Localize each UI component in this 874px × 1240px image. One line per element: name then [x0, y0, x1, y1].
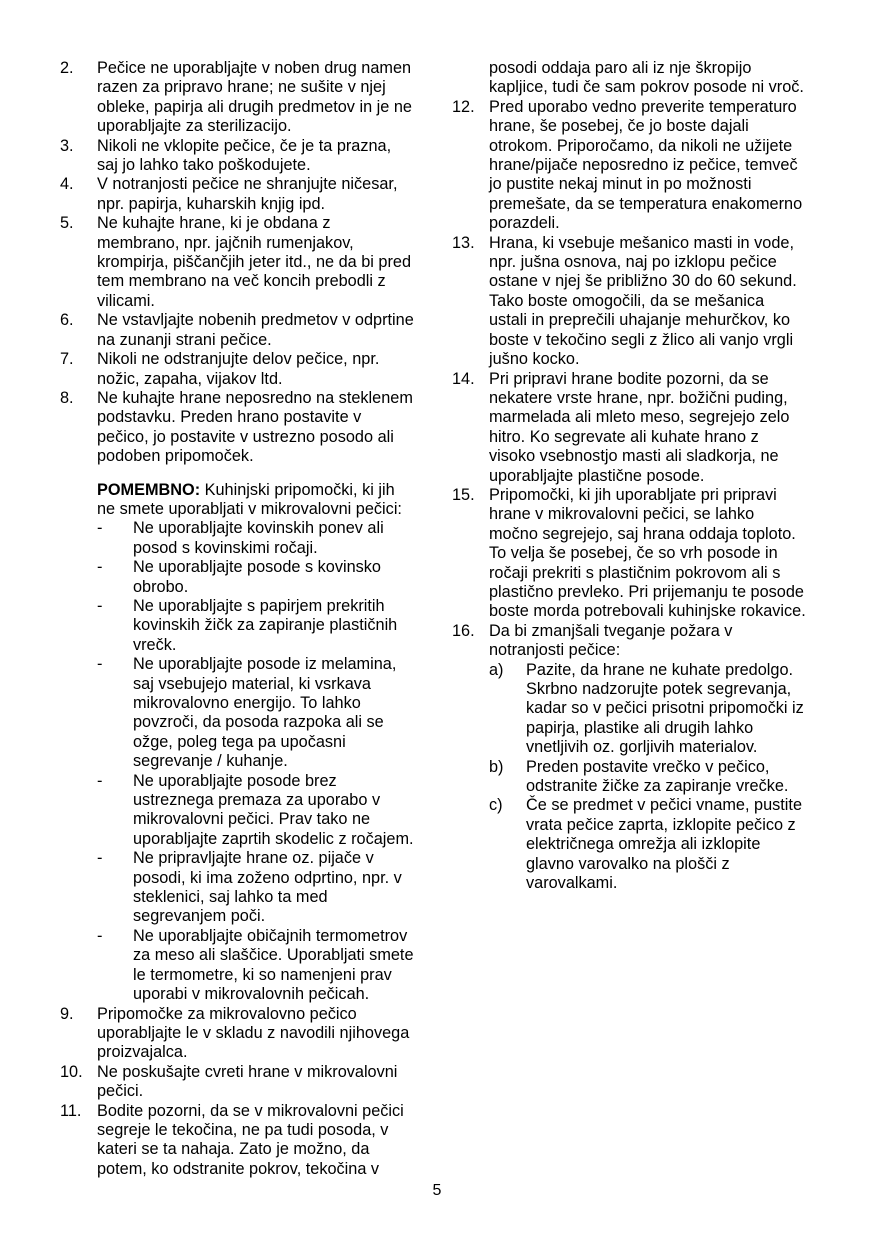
item-text-line: hrane/pijače neposredno iz pečice, temveč — [489, 156, 798, 175]
item-text-line: ustali in preprečili uhajanje mehurčkov, ko — [489, 311, 791, 330]
list-item-11 — [60, 1102, 426, 1180]
item-text-line: Nikoli ne vklopite pečice, če je ta prazna, — [97, 136, 392, 155]
continuation-line: posodi oddaja paro ali iz nje škropijo — [489, 59, 752, 77]
item-text-line: premešate, da se temperatura enakomerno — [489, 194, 803, 213]
item-text-line: marmelada ali mleto meso, segrejejo zelo — [489, 408, 790, 427]
item-text-line: kateri se ta nahaja. Zato je možno, da — [97, 1140, 370, 1159]
item-number: 12. — [452, 97, 475, 116]
list-item-6 — [60, 311, 426, 350]
bullet-item — [97, 519, 426, 558]
dash-marker: - — [97, 771, 103, 790]
continuation-line: kapljice, tudi če sam pokrov posode ni vroč. — [489, 78, 804, 97]
item-text-line: boste v tekočino segli z žlico ali vanjo vrgli — [489, 330, 794, 349]
bullet-text-line: Ne uporabljajte s papirjem prekritih — [133, 596, 385, 615]
list-item-2 — [60, 59, 426, 137]
sub-item-letter: c) — [489, 796, 503, 815]
bullet-text-line: le termometre, ki so namenjeni prav — [133, 965, 392, 984]
list-item-15 — [452, 486, 820, 622]
item-text-line: Bodite pozorni, da se v mikrovalovni pečici — [97, 1101, 404, 1120]
sub-item-text-line: vrata pečice zaprta, izklopite pečico z — [526, 815, 796, 834]
important-heading-line — [97, 481, 426, 500]
sub-item-text-line: kadar so v pečici prisotni pripomočki iz — [526, 699, 804, 718]
sub-item-text-line: varovalkami. — [526, 874, 618, 893]
important-note — [97, 481, 426, 1005]
item-number: 8. — [60, 388, 74, 407]
item-text-line: potem, ko odstranite pokrov, tekočina v — [97, 1159, 380, 1178]
important-intro-line: ne smete uporabljati v mikrovalovni pečici: — [97, 499, 402, 518]
item-number: 6. — [60, 311, 74, 330]
item-number: 9. — [60, 1004, 74, 1023]
item-number: 2. — [60, 59, 74, 77]
dash-marker: - — [97, 558, 103, 577]
bullet-item — [97, 772, 426, 850]
item-text-line: uporabljajte plastične posode. — [489, 466, 705, 485]
dash-marker: - — [97, 849, 103, 868]
sub-item-text-line: papirja, plastike ali drugih lahko — [526, 718, 754, 737]
list-item-7 — [60, 350, 426, 389]
item-text-line: Ne poskušajte cvreti hrane v mikrovalovni — [97, 1062, 398, 1081]
list-item-16 — [452, 622, 820, 894]
item-text-line: Nikoli ne odstranjujte delov pečice, npr. — [97, 350, 380, 369]
item-text-line: V notranjosti pečice ne shranjujte ničesar, — [97, 175, 398, 194]
dash-marker: - — [97, 596, 103, 615]
item-number: 16. — [452, 621, 475, 640]
item-text-line: Hrana, ki vsebuje mešanico masti in vode, — [489, 233, 794, 252]
bullet-item — [97, 927, 426, 1005]
bullet-text-line: povzroči, da posoda razpoka ali se — [133, 713, 384, 732]
bullet-text-line: Ne uporabljajte posode brez — [133, 771, 337, 790]
item-text-line: nekatere vrste hrane, npr. božični puding, — [489, 388, 788, 407]
sub-item-text-line: Preden postavite vrečko v pečico, — [526, 757, 770, 776]
item-text-line: hitro. Ko segrevate ali kuhate hrano z — [489, 427, 759, 446]
item-text-line: močno segrejejo, saj hrana oddaja toploto. — [489, 524, 796, 543]
item-text-line: boste morda potrebovali kuhinjske rokavice. — [489, 602, 806, 621]
item-text-line: Pripomočki, ki jih uporabljate pri pripravi — [489, 485, 777, 504]
bullet-text-line: Ne uporabljajte posode s kovinsko — [133, 558, 381, 577]
sub-item-text-line: električnega omrežja ali izklopite — [526, 835, 761, 854]
item-text-line: jušno kocko. — [489, 350, 580, 369]
dash-marker: - — [97, 655, 103, 674]
bullet-text-line: obrobo. — [133, 577, 189, 596]
item-text-line: podstavku. Preden hrano postavite v — [97, 408, 362, 427]
item-text-line: podoben pripomoček. — [97, 447, 254, 466]
item-text-line: uporabljajte le v skladu z navodili njihovega — [97, 1023, 410, 1042]
bullet-text-line: kovinskih žičk za zapiranje plastičnih — [133, 616, 398, 635]
item-text-line: proizvajalca. — [97, 1043, 188, 1062]
item-text-line: pečico, jo postavite v ustrezno posodo ali — [97, 427, 394, 446]
sub-item-text-line: vnetljivih oz. gorljivih materialov. — [526, 738, 758, 757]
bullet-item — [97, 597, 426, 655]
item-text-line: razen za pripravo hrane; ne sušite v njej — [97, 78, 386, 97]
list-item-5 — [60, 214, 426, 311]
bullet-item — [97, 655, 426, 771]
sub-item-text-line: Skrbno nadzorujte potek segrevanja, — [526, 680, 792, 698]
item-number: 11. — [60, 1101, 82, 1120]
item-text-line: membrano, npr. jajčnih rumenjakov, — [97, 233, 354, 252]
item-text-line: plastično prevleko. Pri prijemanju te posode — [489, 582, 804, 601]
dash-marker: - — [97, 926, 103, 945]
item-text-line: Tako boste omogočili, da se mešanica — [489, 291, 765, 310]
list-item-10 — [60, 1063, 426, 1102]
item-text-line: vilicami. — [97, 291, 155, 310]
sub-item-text-line: odstranite žičke za zapiranje vrečke. — [526, 777, 789, 796]
bullet-text-line: mikrovalovni pečici. Prav tako ne — [133, 810, 371, 829]
important-label: POMEMBNO: — [97, 480, 201, 499]
sub-item-text-line: glavno varovalko na plošči z — [526, 854, 730, 873]
list-item-4 — [60, 175, 426, 214]
item-number: 10. — [60, 1062, 83, 1081]
bullet-text-line: Ne uporabljajte kovinskih ponev ali — [133, 519, 384, 538]
item-text-line: porazdeli. — [489, 214, 560, 233]
item-number: 7. — [60, 350, 74, 369]
item-text-line: nožic, zapaha, vijakov ltd. — [97, 369, 283, 388]
item-text-line: notranjosti pečice: — [489, 641, 621, 660]
item-text-line: obleke, papirja ali drugih predmetov in je ne — [97, 97, 412, 116]
list-item-8 — [60, 389, 426, 1005]
item-text-line: pečici. — [97, 1082, 144, 1101]
bullet-text-line: za meso ali slaščice. Uporabljati smete — [133, 946, 414, 965]
sub-item-text-line: Če se predmet v pečici vname, pustite — [526, 796, 803, 815]
item-number: 15. — [452, 485, 475, 504]
item-text-line: Pred uporabo vedno preverite temperaturo — [489, 97, 797, 116]
bullet-text-line: Ne uporabljajte običajnih termometrov — [133, 926, 408, 945]
bullet-text-line: mikrovalovno energijo. To lahko — [133, 694, 361, 712]
sub-item-letter: a) — [489, 660, 504, 679]
bullet-text-line: ustreznega premaza za uporabo v — [133, 791, 381, 810]
sub-item-a — [489, 661, 820, 758]
bullet-text-line: vrečk. — [133, 635, 177, 654]
sub-item-letter: b) — [489, 757, 504, 776]
item-text-line: otrokom. Priporočamo, da nikoli ne užijete — [489, 136, 793, 155]
item-text-line: uporabljajte za sterilizacijo. — [97, 117, 292, 136]
item-text-line: Pripomočke za mikrovalovno pečico — [97, 1004, 357, 1023]
item-text-line: To velja še posebej, če so vrh posode in — [489, 544, 778, 563]
item-text-line: Ne vstavljajte nobenih predmetov v odprtine — [97, 311, 414, 330]
bullet-item — [97, 558, 426, 597]
item-text-line: Da bi zmanjšali tveganje požara v — [489, 621, 733, 640]
item-text-line: hrane, še posebej, če jo boste dajali — [489, 117, 749, 136]
item-text-line: ostane v njej še približno 30 do 60 sekund. — [489, 272, 797, 291]
list-item-14 — [452, 370, 820, 486]
item-text-line: na zunanji strani pečice. — [97, 330, 272, 349]
item-number: 13. — [452, 233, 475, 252]
item-text-line: ročaji prekriti s plastičnim pokrovom ali s — [489, 563, 781, 582]
list-item-12 — [452, 98, 820, 234]
item-text-line: jo pustite nekaj minut in po možnosti — [489, 175, 752, 194]
item-number: 3. — [60, 136, 74, 155]
page-number: 5 — [432, 1182, 442, 1199]
item-text-line: tem membrano na več koncih prebodli z — [97, 272, 386, 291]
sub-item-b — [489, 758, 820, 797]
item-text-line: saj jo lahko tako poškodujete. — [97, 156, 311, 175]
dash-marker: - — [97, 519, 103, 538]
item-number: 14. — [452, 369, 475, 388]
bullet-text-line: segrevanjem poči. — [133, 907, 266, 926]
bullet-text-line: uporabi v mikrovalovnih pečicah. — [133, 985, 370, 1004]
bullet-text-line: Ne uporabljajte posode iz melamina, — [133, 655, 397, 674]
item-text-line: Pri pripravi hrane bodite pozorni, da se — [489, 369, 769, 388]
important-intro: Kuhinjski pripomočki, ki jih — [200, 480, 395, 499]
bullet-text-line: posod s kovinskimi ročaji. — [133, 538, 318, 557]
item-text-line: Pečice ne uporabljajte v noben drug namen — [97, 59, 412, 77]
item-11-continuation — [452, 59, 820, 98]
list-item-13 — [452, 234, 820, 370]
bullet-text-line: ožge, poleg tega pa upočasni — [133, 732, 346, 751]
bullet-text-line: steklenici, saj lahko ta med — [133, 888, 328, 907]
bullet-text-line: segrevanje / kuhanje. — [133, 752, 288, 771]
list-item-3 — [60, 137, 426, 176]
item-text-line: npr. papirja, kuharskih knjig ipd. — [97, 194, 326, 213]
item-text-line: visoko vsebnostjo masti ali sladkorja, ne — [489, 447, 779, 466]
item-text-line: krompirja, piščančjih jeter itd., ne da bi pred — [97, 253, 412, 272]
list-item-9 — [60, 1005, 426, 1063]
bullet-item — [97, 849, 426, 927]
right-column — [452, 59, 820, 893]
left-column — [60, 59, 426, 1179]
bullet-text-line: Ne pripravljajte hrane oz. pijače v — [133, 849, 374, 868]
item-text-line: hrane v mikrovalovni pečici, se lahko — [489, 505, 755, 524]
sub-item-text-line: Pazite, da hrane ne kuhate predolgo. — [526, 660, 794, 679]
bullet-text-line: posodi, ki ima zoženo odprtino, npr. v — [133, 868, 402, 887]
bullet-text-line: uporabljajte zaprtih skodelic z ročajem. — [133, 829, 414, 848]
item-number: 5. — [60, 214, 74, 233]
item-text-line: Ne kuhajte hrane, ki je obdana z — [97, 214, 331, 233]
item-text-line: npr. jušna osnova, naj po izklopu pečice — [489, 253, 777, 272]
item-text-line: Ne kuhajte hrane neposredno na steklenem — [97, 388, 413, 407]
item-text-line: segreje le tekočina, ne pa tudi posoda, v — [97, 1120, 389, 1139]
item-number: 4. — [60, 175, 74, 194]
bullet-text-line: saj vsebujejo material, ki vsrkava — [133, 674, 371, 693]
sub-item-c — [489, 796, 820, 893]
